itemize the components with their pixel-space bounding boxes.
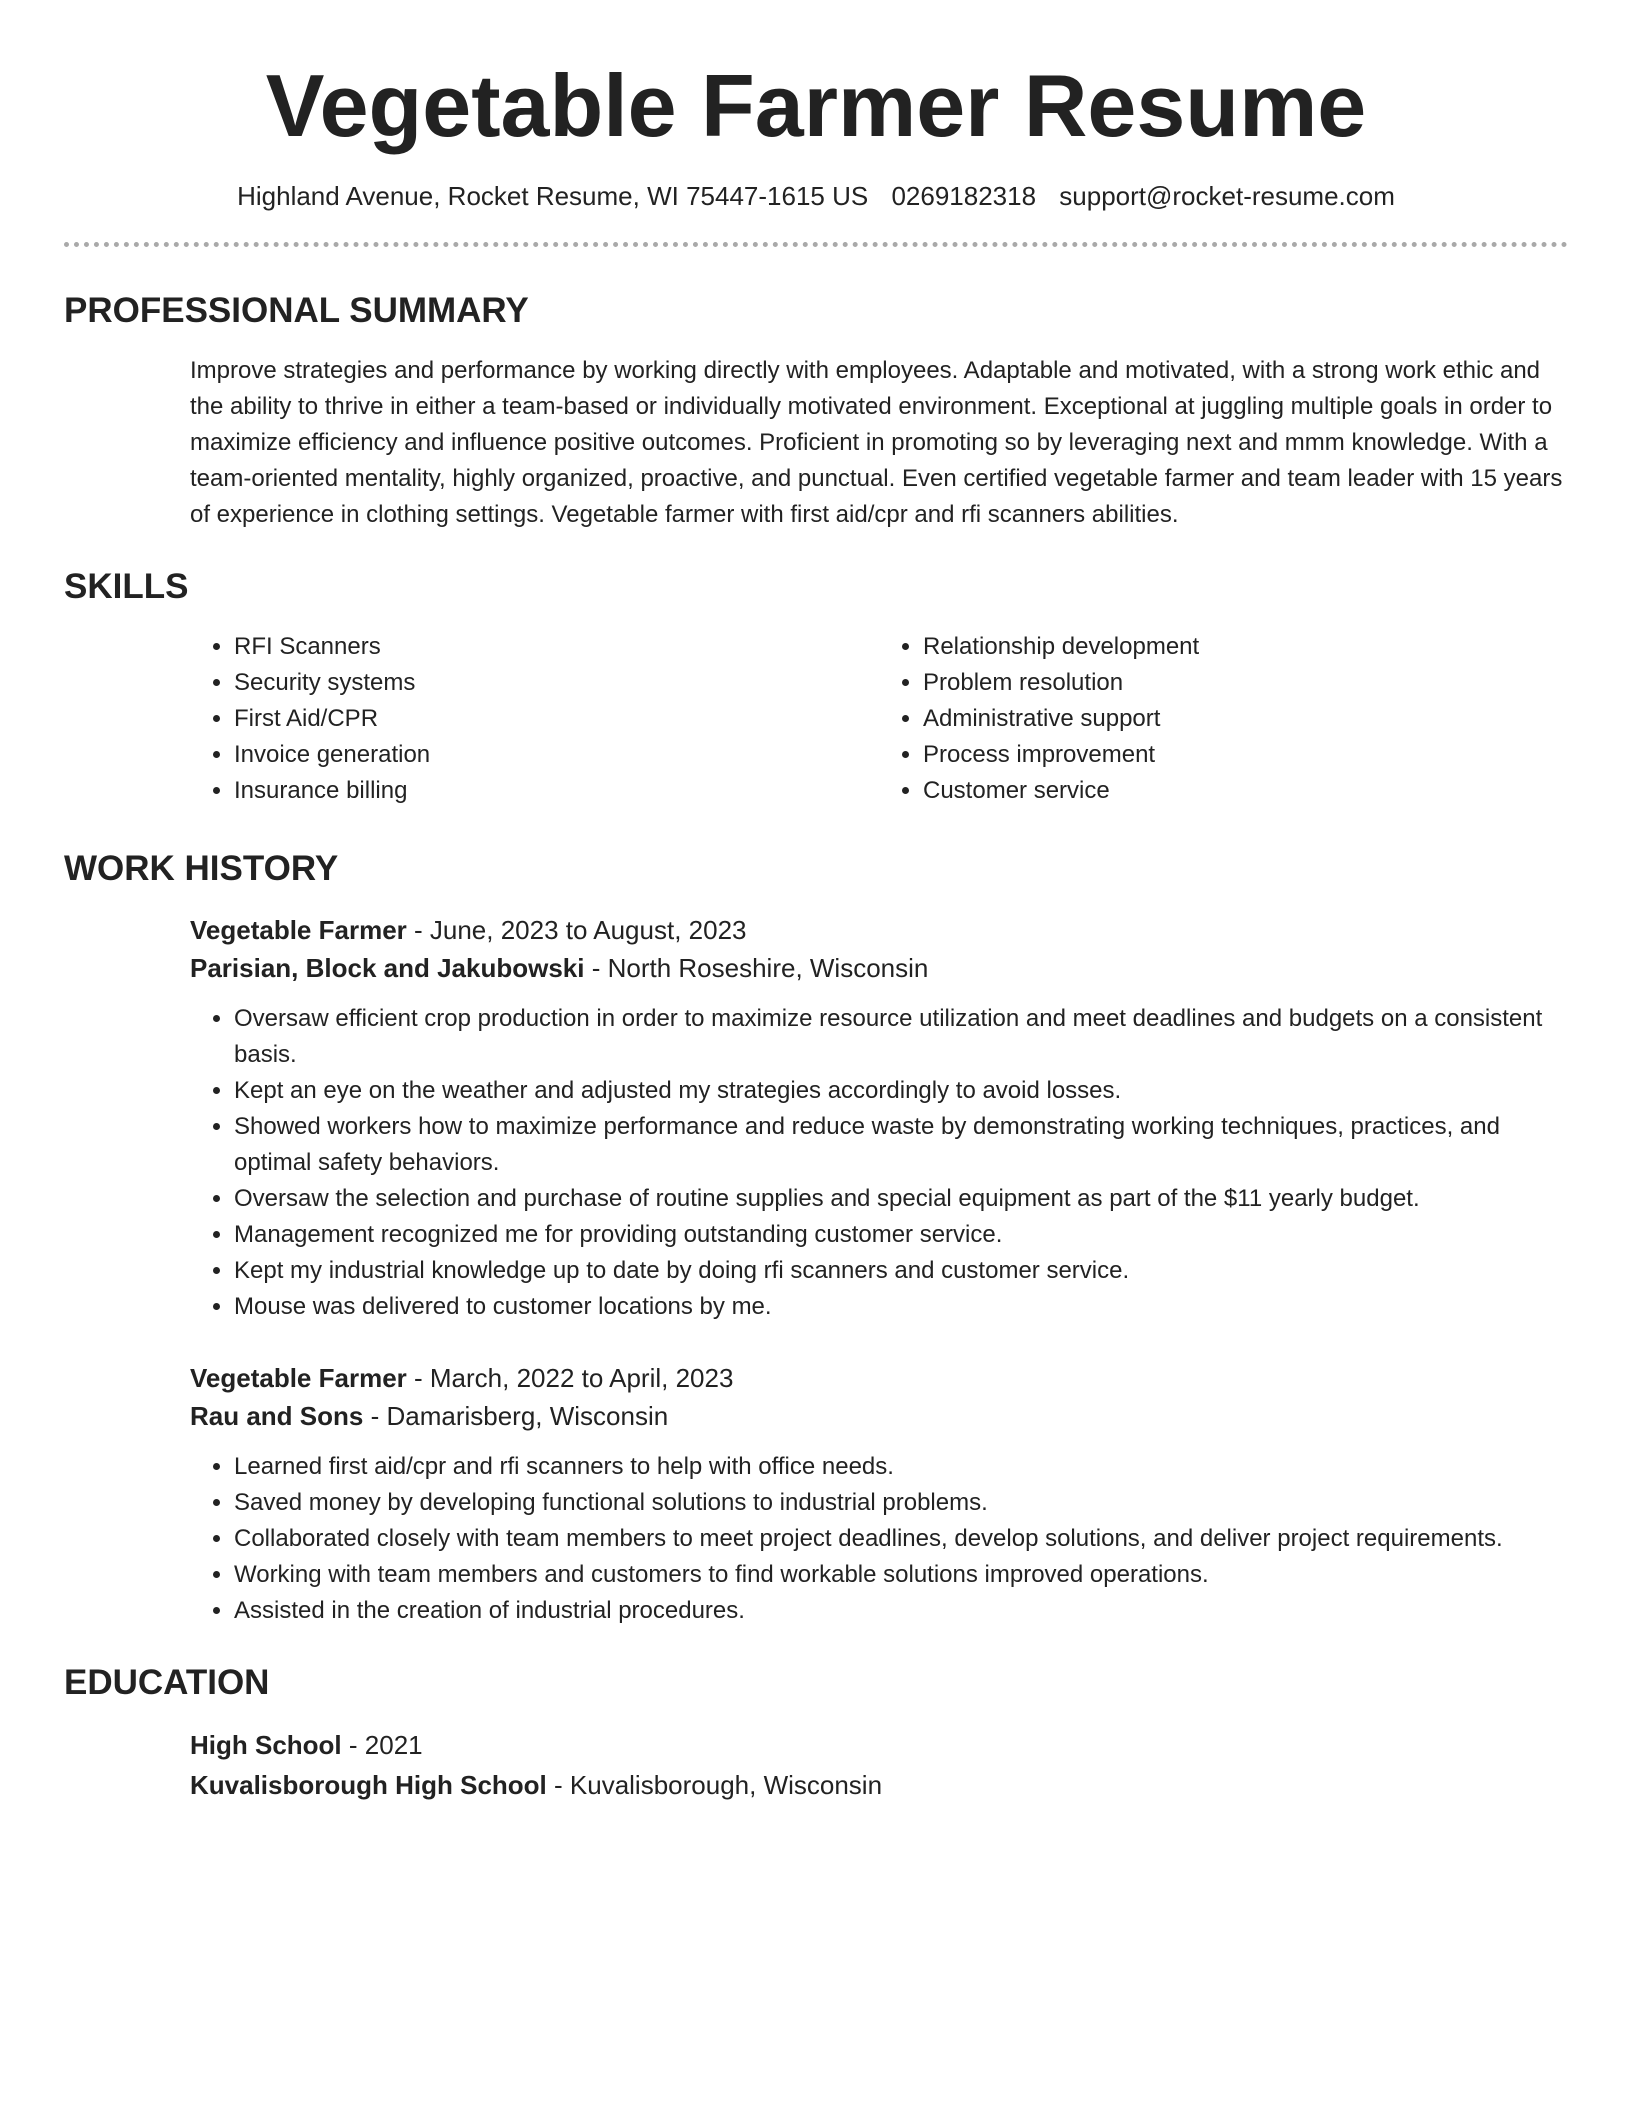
job-title-line — [190, 911, 1568, 949]
job-bullet: • Saved money by developing functional solutions to industrial problems. — [234, 1485, 1568, 1521]
job-title: Vegetable Farmer — [190, 915, 407, 945]
job-bullet: • Showed workers how to maximize performance and reduce waste by demonstrating working techniques, practices, and optimal safety behaviors. — [234, 1109, 1568, 1181]
job-company: Rau and Sons — [190, 1401, 364, 1431]
summary-section — [64, 291, 1568, 533]
job-bullet: • Collaborated closely with team members to meet project deadlines, develop solutions, and deliver project requirements. — [234, 1521, 1568, 1557]
job-location: - North Roseshire, Wisconsin — [584, 953, 929, 983]
job-company: Parisian, Block and Jakubowski — [190, 953, 585, 983]
job-company-line — [190, 949, 1568, 987]
education-school: Kuvalisborough High School — [190, 1770, 547, 1800]
job-bullet: • Management recognized me for providing outstanding customer service. — [234, 1217, 1568, 1253]
skill-item: • Insurance billing — [234, 773, 879, 809]
job-title-line — [190, 1359, 1568, 1397]
work-heading: WORK HISTORY — [64, 849, 339, 888]
education-school-line — [190, 1765, 1568, 1805]
job-bullets — [190, 1449, 1568, 1629]
job-bullet: • Kept my industrial knowledge up to date by doing rfi scanners and customer service. — [234, 1253, 1568, 1289]
job-bullet: • Assisted in the creation of industrial procedures. — [234, 1593, 1568, 1629]
job-dates: - June, 2023 to August, 2023 — [406, 915, 747, 945]
job-title: Vegetable Farmer — [190, 1363, 407, 1393]
education-degree-line — [190, 1725, 1568, 1765]
job-bullet: • Learned first aid/cpr and rfi scanners to help with office needs. — [234, 1449, 1568, 1485]
skill-item: • Invoice generation — [234, 737, 879, 773]
resume-title: Vegetable Farmer Resume — [265, 56, 1367, 155]
skill-item: • Security systems — [234, 665, 879, 701]
skill-item: • Problem resolution — [923, 665, 1568, 701]
contact-address: Highland Avenue, Rocket Resume, WI 75447-1615 US — [237, 181, 869, 211]
job-bullet: • Oversaw efficient crop production in order to maximize resource utilization and meet deadlines and budgets on a consistent basis. — [234, 1001, 1568, 1073]
work-section — [64, 849, 1568, 1629]
contact-email: support@rocket-resume.com — [1059, 181, 1395, 211]
job-location: - Damarisberg, Wisconsin — [363, 1401, 669, 1431]
education-year: - 2021 — [341, 1730, 423, 1760]
skills-list-right — [879, 629, 1568, 809]
job-bullet: • Kept an eye on the weather and adjusted my strategies accordingly to avoid losses. — [234, 1073, 1568, 1109]
header-divider — [64, 242, 1568, 247]
skills-heading: SKILLS — [64, 567, 189, 606]
skills-section — [64, 567, 1568, 809]
skill-item: • Process improvement — [923, 737, 1568, 773]
skill-item: • RFI Scanners — [234, 629, 879, 665]
skill-item: • Customer service — [923, 773, 1568, 809]
contact-phone: 0269182318 — [891, 181, 1037, 211]
education-heading: EDUCATION — [64, 1663, 270, 1702]
education-location: - Kuvalisborough, Wisconsin — [546, 1770, 883, 1800]
skill-item: • Relationship development — [923, 629, 1568, 665]
summary-heading: PROFESSIONAL SUMMARY — [64, 291, 529, 330]
skill-item: • First Aid/CPR — [234, 701, 879, 737]
job-company-line — [190, 1397, 1568, 1435]
skill-item: • Administrative support — [923, 701, 1568, 737]
job-entry — [190, 1359, 1568, 1629]
job-bullet: • Working with team members and customers to find workable solutions improved operations. — [234, 1557, 1568, 1593]
job-dates: - March, 2022 to April, 2023 — [406, 1363, 734, 1393]
summary-text: Improve strategies and performance by working directly with employees. Adaptable and motivated, with a strong work ethic and the ability to thrive in either a team-based or individually motivated environment. Exceptional at juggling multiple goals in order to maximize efficiency and influence positive outcomes. Proficient in promoting so by leveraging next and mmm knowledge. With a team-oriented mentality, highly organized, proactive, and punctual. Even certified vegetable farmer and team leader with 15 years of experience in clothing settings. Vegetable farmer with first aid/cpr and rfi scanners abilities. — [190, 357, 1563, 528]
job-bullet: • Mouse was delivered to customer locations by me. — [234, 1289, 1568, 1325]
education-section — [64, 1663, 1568, 1805]
education-degree: High School — [190, 1730, 342, 1760]
skills-list-left — [190, 629, 879, 809]
job-entry — [190, 911, 1568, 1325]
job-bullet: • Oversaw the selection and purchase of routine supplies and special equipment as part of the $11 yearly budget. — [234, 1181, 1568, 1217]
job-bullets — [190, 1001, 1568, 1325]
contact-line — [64, 180, 1568, 212]
